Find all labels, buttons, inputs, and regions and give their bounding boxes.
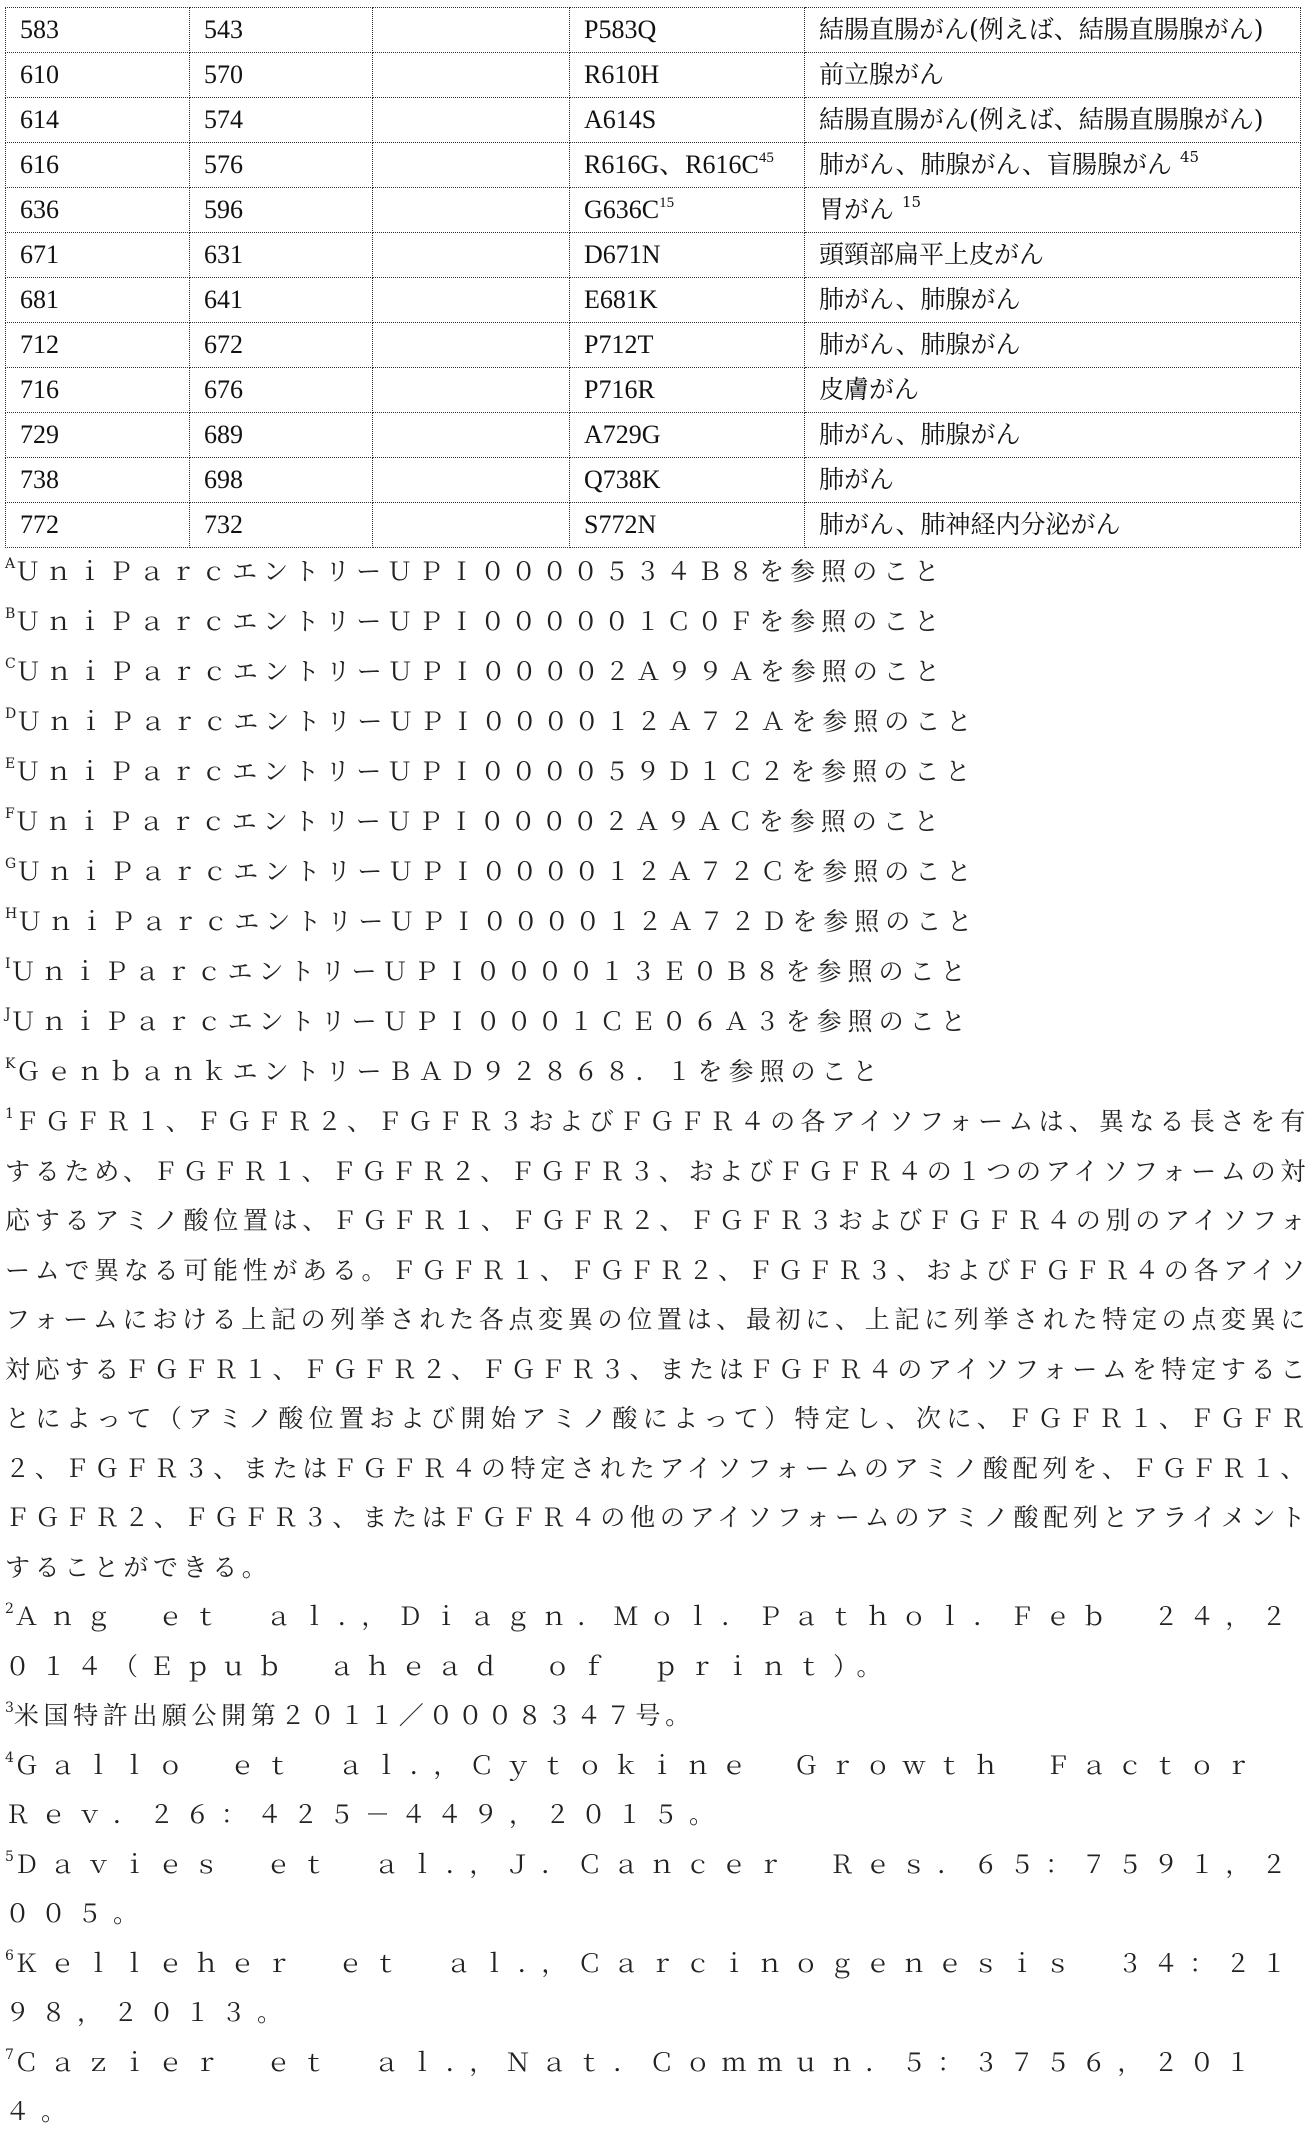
footnote [5, 1097, 1310, 1592]
footnote-marker: 4 [5, 1749, 14, 1766]
empty-cell [373, 458, 570, 503]
cancer-type-cell: 頭頸部扁平上皮がん [805, 233, 1301, 278]
footnote [5, 1840, 1310, 1939]
cancer-type-cell: 肺がん、肺腺がん [805, 413, 1301, 458]
position-b-cell: 689 [190, 413, 373, 458]
footnote-marker: 6 [5, 1947, 14, 1964]
footnote-text: Ａｎｇ ｅｔ ａｌ．，Ｄｉａｇｎ．Ｍｏｌ．Ｐａｔｈｏｌ．Ｆｅｂ ２４，２０１４（Ｅｐｕｂ ａｈｅａｄ ｏｆ ｐｒｉｎｔ）。 [5, 1602, 1298, 1681]
footnote-marker: 1 [5, 1106, 14, 1122]
entry-note [5, 647, 1310, 697]
footnote-text: Ｃａｚｉｅｒ ｅｔ ａｌ．，Ｎａｔ．Ｃｏｍｍｕｎ．５：３７５６，２０１４。 [5, 2047, 1262, 2126]
position-b-cell: 574 [190, 98, 373, 143]
note-marker: H [5, 906, 18, 922]
footnote [5, 1741, 1310, 1840]
cancer-ref-superscript: 15 [901, 193, 922, 211]
position-a-cell: 616 [6, 143, 190, 188]
position-a-cell: 729 [6, 413, 190, 458]
note-text: ＵｎｉＰａｒｃエントリーＵＰＩ００００２Ａ９９Ａを参照のこと [15, 657, 946, 686]
position-a-cell: 738 [6, 458, 190, 503]
empty-cell [373, 143, 570, 188]
cancer-type-cell: 肺がん、肺腺がん、盲腸腺がん $^{45}$ [805, 143, 1301, 188]
footnote-marker: 2 [5, 1601, 14, 1617]
mutation-cell: P583Q [570, 8, 805, 53]
position-b-cell: 641 [190, 278, 373, 323]
position-a-cell: 614 [6, 98, 190, 143]
position-b-cell: 596 [190, 188, 373, 233]
note-text: ＵｎｉＰａｒｃエントリーＵＰＩ００００５９Ｄ１Ｃ２を参照のこと [15, 757, 977, 786]
position-b-cell: 676 [190, 368, 373, 413]
position-b-cell: 543 [190, 8, 373, 53]
cancer-type-cell: 結腸直腸がん(例えば、結腸直腸腺がん) [805, 8, 1301, 53]
empty-cell [373, 188, 570, 233]
footnote [5, 2038, 1310, 2137]
mutation-cell: A614S [570, 98, 805, 143]
empty-cell [373, 53, 570, 98]
table-row [6, 368, 1301, 413]
empty-cell [373, 233, 570, 278]
mutation-ref-superscript: 45 [758, 150, 774, 166]
footnote-text: Ｋｅｌｌｅｈｅｒ ｅｔ ａｌ．，Ｃａｒｃｉｎｏｇｅｎｅｓｉｓ ３４：２１９８，２０１３。 [5, 1948, 1298, 2027]
position-b-cell: 672 [190, 323, 373, 368]
footnote [5, 1939, 1310, 2038]
table-row [6, 413, 1301, 458]
note-text: ＧｅｎｂａｎｋエントリーＢＡＤ９２８６８．１を参照のこと [15, 1057, 884, 1086]
note-text: ＵｎｉＰａｒｃエントリーＵＰＩ００００１２Ａ７２Ｃを参照のこと [16, 857, 978, 886]
note-marker: K [5, 1056, 16, 1072]
entry-note [5, 747, 1310, 797]
mutation-table-body [6, 8, 1301, 548]
empty-cell [373, 503, 570, 548]
position-a-cell: 610 [6, 53, 190, 98]
mutation-cell: R610H [570, 53, 805, 98]
cancer-type-cell: 肺がん、肺腺がん [805, 278, 1301, 323]
table-row [6, 233, 1301, 278]
note-text: ＵｎｉＰａｒｃエントリーＵＰＩ００００２Ａ９ＡＣを参照のこと [14, 807, 945, 836]
empty-cell [373, 323, 570, 368]
position-b-cell: 570 [190, 53, 373, 98]
entry-note [5, 847, 1310, 897]
mutation-cell: P716R [570, 368, 805, 413]
mutation-cell: A729G [570, 413, 805, 458]
footnote-text: 米国特許出願公開第２０１１／０００８３４７号。 [13, 1701, 695, 1730]
note-marker: C [5, 656, 16, 672]
entry-notes-list [5, 547, 1310, 1097]
mutation-cell: S772N [570, 503, 805, 548]
table-row [6, 278, 1301, 323]
reference-footnotes-list [5, 1097, 1310, 2137]
note-text: ＵｎｉＰａｒｃエントリーＵＰＩ００００１２Ａ７２Ｄを参照のこと [17, 907, 979, 936]
position-a-cell: 583 [6, 8, 190, 53]
table-row [6, 458, 1301, 503]
note-marker: I [5, 956, 11, 972]
table-row [6, 503, 1301, 548]
entry-note [5, 797, 1310, 847]
entry-note [5, 1047, 1310, 1097]
mutation-cell: R616G、$R616C^{45}$ [570, 143, 805, 188]
mutation-cell: Q738K [570, 458, 805, 503]
note-text: ＵｎｉＰａｒｃエントリーＵＰＩ００００１２Ａ７２Ａを参照のこと [16, 707, 978, 736]
note-marker: B [5, 606, 16, 622]
position-a-cell: 772 [6, 503, 190, 548]
entry-note [5, 697, 1310, 747]
cancer-type-cell: 前立腺がん [805, 53, 1301, 98]
table-row [6, 188, 1301, 233]
position-b-cell: 732 [190, 503, 373, 548]
position-a-cell: 681 [6, 278, 190, 323]
position-a-cell: 716 [6, 368, 190, 413]
note-marker: D [5, 706, 17, 722]
position-b-cell: 631 [190, 233, 373, 278]
empty-cell [373, 368, 570, 413]
note-marker: E [5, 756, 16, 772]
note-text: ＵｎｉＰａｒｃエントリーＵＰＩ００００１３Ｅ０Ｂ８を参照のこと [10, 957, 972, 986]
entry-note [5, 897, 1310, 947]
footnote-text: Ｄａｖｉｅｓ ｅｔ ａｌ．，Ｊ．Ｃａｎｃｅｒ Ｒｅｓ．６５：７５９１，２００５。 [5, 1849, 1298, 1928]
table-row [6, 53, 1301, 98]
table-row [6, 323, 1301, 368]
footnote-text: Ｇａｌｌｏ ｅｔ ａｌ．，Ｃｙｔｏｋｉｎｅ Ｇｒｏｗｔｈ Ｆａｃｔｏｒ Ｒｅｖ．２６：４２５－４４９，２０１５。 [5, 1750, 1298, 1829]
empty-cell [373, 278, 570, 323]
empty-cell [373, 8, 570, 53]
entry-note [5, 997, 1310, 1047]
cancer-type-cell: 肺がん [805, 458, 1301, 503]
note-text: ＵｎｉＰａｒｃエントリーＵＰＩ００００５３４Ｂ８を参照のこと [15, 557, 946, 586]
mutation-cell: D671N [570, 233, 805, 278]
footnote [5, 1691, 1310, 1741]
mutation-cell: $G636C^{15}$ [570, 188, 805, 233]
position-a-cell: 671 [6, 233, 190, 278]
note-marker: F [5, 806, 15, 822]
footnote-text: ＦＧＦＲ１、ＦＧＦＲ２、ＦＧＦＲ３およびＦＧＦＲ４の各アイソフォームは、異なる長さを有するため、ＦＧＦＲ１、ＦＧＦＲ２、ＦＧＦＲ３、およびＦＧＦＲ４の１つのアイソフォームの対応するアミノ酸位置は、ＦＧＦＲ１、ＦＧＦＲ２、ＦＧＦＲ３およびＦＧＦＲ４の別のアイソフォームで異なる可能性がある。ＦＧＦＲ１、ＦＧＦＲ２、ＦＧＦＲ３、およびＦＧＦＲ４の各アイソフォームにおける上記の列挙された各点変異の位置は、最初に、上記に列挙された特定の点変異に対応するＦＧＦＲ１、ＦＧＦＲ２、ＦＧＦＲ３、またはＦＧＦＲ４のアイソフォームを特定することによって（アミノ酸位置および開始アミノ酸によって）特定し、次に、ＦＧＦＲ１、ＦＧＦＲ２、ＦＧＦＲ３、またはＦＧＦＲ４の特定されたアイソフォームのアミノ酸配列を、ＦＧＦＲ１、ＦＧＦＲ２、ＦＧＦＲ３、またはＦＧＦＲ４の他のアイソフォームのアミノ酸配列とアライメントすることができる。 [5, 1107, 1310, 1582]
note-text: ＵｎｉＰａｒｃエントリーＵＰＩ０００１ＣＥ０６Ａ３を参照のこと [10, 1007, 972, 1036]
entry-note [5, 547, 1310, 597]
position-a-cell: 712 [6, 323, 190, 368]
mutation-table [5, 7, 1301, 548]
empty-cell [373, 413, 570, 458]
cancer-type-cell: 肺がん、肺神経内分泌がん [805, 503, 1301, 548]
note-marker: G [5, 856, 17, 872]
cancer-ref-superscript: 45 [1179, 148, 1200, 166]
mutation-cell: E681K [570, 278, 805, 323]
footnotes-section [5, 547, 1310, 2137]
table-row [6, 8, 1301, 53]
empty-cell [373, 98, 570, 143]
note-marker: J [5, 1006, 11, 1022]
mutation-cell: P712T [570, 323, 805, 368]
entry-note [5, 947, 1310, 997]
footnote [5, 1592, 1310, 1691]
position-b-cell: 698 [190, 458, 373, 503]
entry-note [5, 597, 1310, 647]
footnote-marker: 7 [5, 2046, 14, 2063]
note-text: ＵｎｉＰａｒｃエントリーＵＰＩ０００００１Ｃ０Ｆを参照のこと [15, 607, 946, 636]
table-row [6, 98, 1301, 143]
cancer-type-cell: 皮膚がん [805, 368, 1301, 413]
cancer-type-cell: 胃がん $^{15}$ [805, 188, 1301, 233]
mutation-ref-superscript: 15 [659, 195, 675, 211]
cancer-type-cell: 肺がん、肺腺がん [805, 323, 1301, 368]
position-a-cell: 636 [6, 188, 190, 233]
note-marker: A [5, 556, 16, 572]
footnote-marker: 3 [5, 1700, 14, 1716]
table-row [6, 143, 1301, 188]
cancer-type-cell: 結腸直腸がん(例えば、結腸直腸腺がん) [805, 98, 1301, 143]
position-b-cell: 576 [190, 143, 373, 188]
footnote-marker: 5 [5, 1848, 14, 1865]
